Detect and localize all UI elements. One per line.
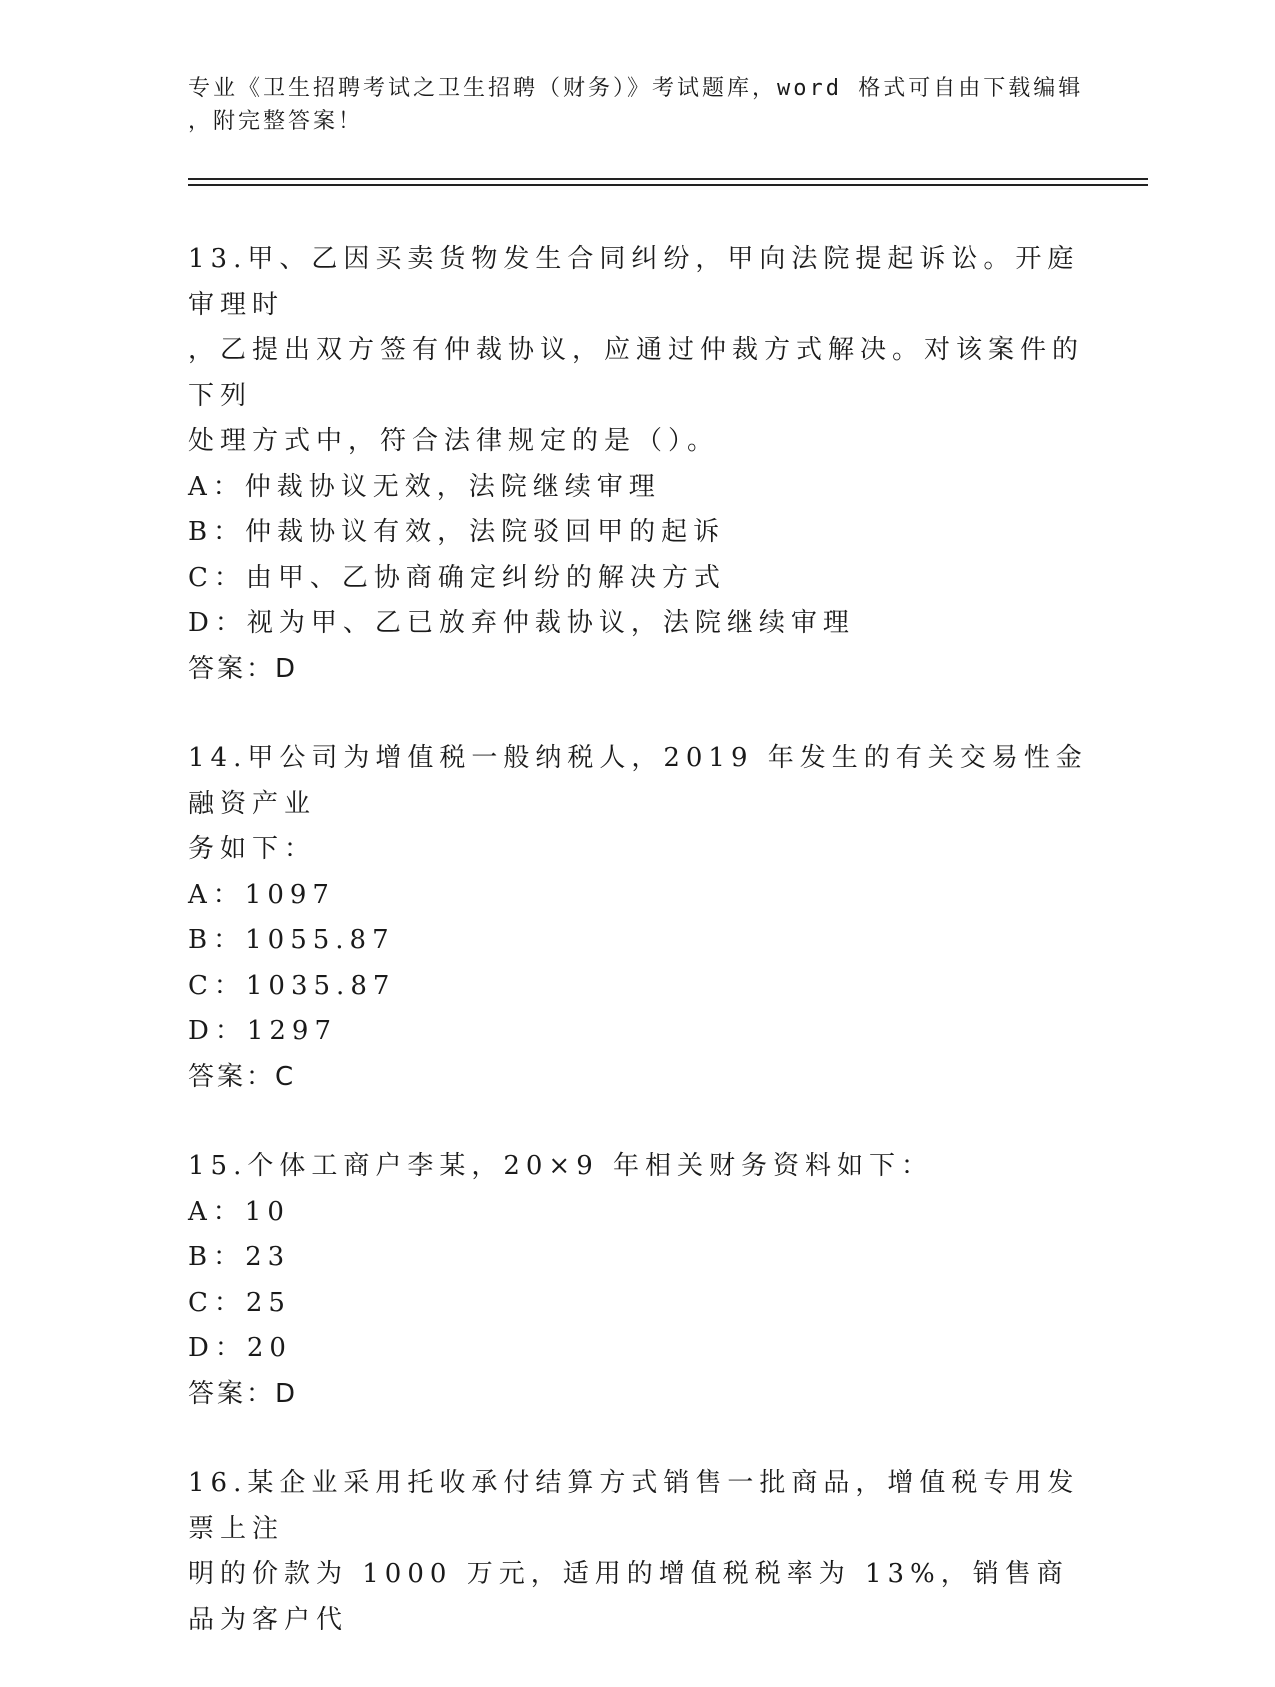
question-text-line: 13.甲、乙因买卖货物发生合同纠纷，甲向法院提起诉讼。开庭审理时 [188,244,1080,320]
question-13 [188,237,1088,692]
header-line-1: 专业《卫生招聘考试之卫生招聘（财务）》考试题库，word 格式可自由下载编辑 [188,76,1084,101]
option-b: B：仲裁协议有效，法院驳回甲的起诉 [188,517,726,547]
option-b: B：23 [188,1242,291,1272]
question-15 [188,1144,1088,1417]
option-c: C：由甲、乙协商确定纠纷的解决方式 [188,562,726,593]
header-divider-top [188,178,1148,180]
option-c: C：25 [188,1287,291,1318]
question-text-line: 务如下： [188,834,317,864]
question-text-line: 处理方式中，符合法律规定的是（）。 [188,426,720,456]
option-d: D：1297 [188,1016,338,1046]
option-b: B：1055.87 [188,925,395,955]
answer-line: 答案：D [188,1378,299,1409]
option-d: D：20 [188,1333,292,1363]
answer-line: 答案：D [188,653,299,684]
question-14 [188,736,1088,1100]
option-a: A：仲裁协议无效，法院继续审理 [188,471,661,502]
question-list [188,237,1088,1687]
option-d: D：视为甲、乙已放弃仲裁协议，法院继续审理 [188,608,855,638]
answer-line: 答案：C [188,1061,297,1092]
header-line-2: ，附完整答案！ [188,109,364,134]
question-text-line: 14.甲公司为增值税一般纳税人，2019 年发生的有关交易性金融资产业 [188,743,1088,819]
question-text-line: 15.个体工商户李某，20×9 年相关财务资料如下： [188,1151,934,1181]
header-divider-bottom [188,184,1148,186]
question-text-line: ，乙提出双方签有仲裁协议，应通过仲裁方式解决。对该案件的下列 [188,335,1085,411]
option-a: A：10 [188,1196,290,1227]
document-header [188,72,1088,138]
question-text-line: 16.某企业采用托收承付结算方式销售一批商品，增值税专用发票上注 [188,1468,1080,1544]
question-16 [188,1461,1088,1643]
question-text-line: 明的价款为 1000 万元，适用的增值税税率为 13%，销售商品为客户代 [188,1559,1069,1635]
option-c: C：1035.87 [188,970,396,1001]
option-a: A：1097 [188,879,335,910]
